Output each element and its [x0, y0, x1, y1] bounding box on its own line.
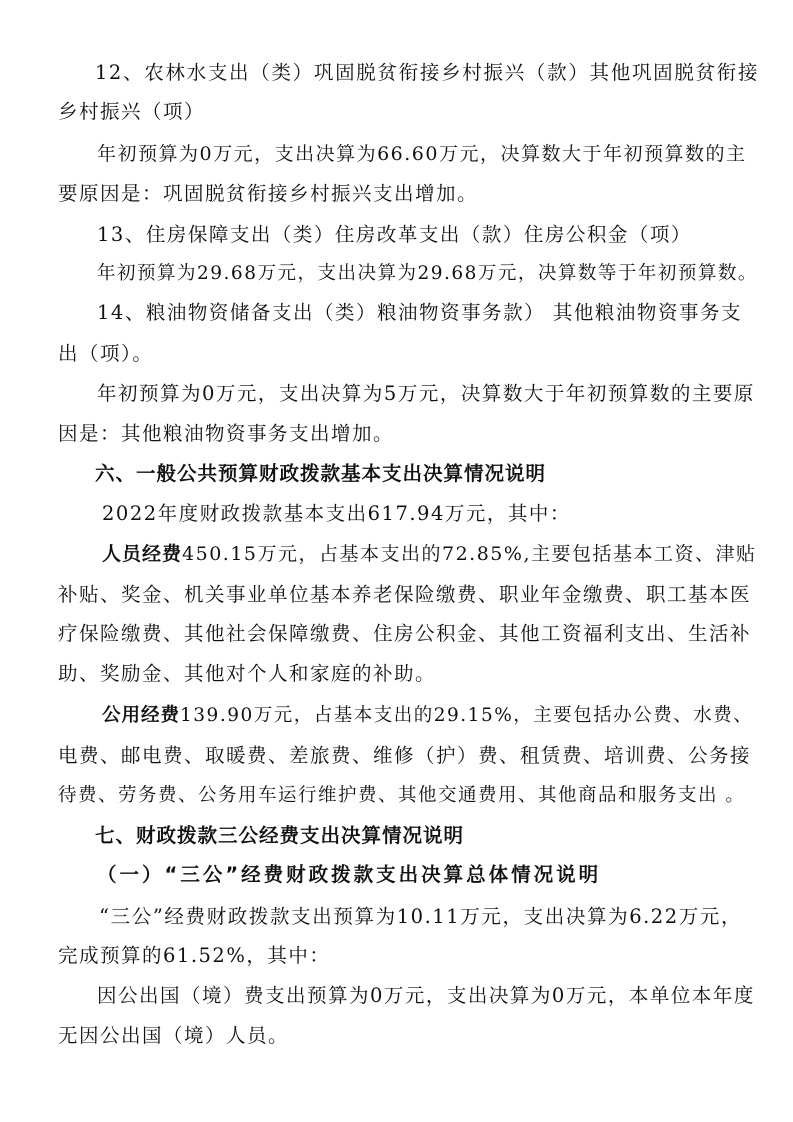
- personnel-line3: 疗保险缴费、其他社会保障缴费、住房公积金、其他工资福利支出、生活补: [58, 622, 752, 645]
- section-7-title: 七、财政拨款三公经费支出决算情况说明: [95, 824, 465, 847]
- item-14-heading-line2: 出（项）。: [58, 342, 154, 365]
- item-14-desc-line1: 年初预算为0万元，支出决算为5万元，决算数大于年初预算数的主要原: [97, 382, 755, 405]
- public-text: 139.90万元，占基本支出的29.15%，主要包括办公费、水费、: [180, 705, 754, 726]
- item-12-heading-line2: 乡村振兴（项）: [58, 100, 206, 123]
- overall-line1: “三公”经费财政拨款支出预算为10.11万元，支出决算为6.22万元，: [99, 905, 742, 928]
- item-13-desc: 年初预算为29.68万元，支出决算为29.68万元，决算数等于年初预算数。: [97, 263, 758, 284]
- travel-line1: 因公出国（境）费支出预算为0万元，支出决算为0万元，本单位本年度: [97, 984, 755, 1007]
- public-line3: 待费、劳务费、公务用车运行维护费、其他交通费用、其他商品和服务支出 。: [58, 785, 746, 806]
- item-13-heading: 13、住房保障支出（类）住房改革支出（款）住房公积金（项）: [97, 223, 692, 246]
- travel-line2: 无因公出国（境）人员。: [58, 1024, 290, 1047]
- personnel-label: 人员经费: [102, 543, 183, 565]
- public-line2: 电费、邮电费、取暖费、差旅费、维修（护）费、租赁费、培训费、公务接: [58, 744, 752, 767]
- personnel-text: 450.15万元，占基本支出的72.85%,主要包括基本工资、津贴: [182, 543, 757, 565]
- public-label: 公用经费: [102, 705, 181, 726]
- item-12-desc-line1: 年初预算为0万元，支出决算为66.60万元，决算数大于年初预算数的主: [97, 143, 747, 165]
- section-7-subtitle: （一）“三公”经费财政拨款支出决算总体情况说明: [97, 863, 602, 886]
- personnel-line1: [102, 540, 757, 568]
- item-12-heading-line1: 12、农林水支出（类）巩固脱贫衔接乡村振兴（款）其他巩固脱贫衔接: [95, 61, 759, 84]
- public-line1: [102, 702, 754, 730]
- section-6-intro: 2022年度财政拨款基本支出617.94万元，其中：: [102, 502, 571, 525]
- personnel-line2: 补贴、奖金、机关事业单位基本养老保险缴费、职业年金缴费、职工基本医: [58, 583, 752, 606]
- personnel-line4: 助、奖励金、其他对个人和家庭的补助。: [58, 662, 437, 685]
- item-14-desc-line2: 因是：其他粮油物资事务支出增加。: [58, 422, 395, 445]
- section-6-title: 六、一般公共预算财政拨款基本支出决算情况说明: [95, 462, 547, 485]
- item-12-desc-line2: 要原因是：巩固脱贫衔接乡村振兴支出增加。: [58, 182, 479, 205]
- overall-line2: 完成预算的61.52%，其中：: [58, 944, 331, 967]
- item-14-heading-line1: 14、粮油物资储备支出（类）粮油物资事务款） 其他粮油物资事务支: [97, 301, 742, 324]
